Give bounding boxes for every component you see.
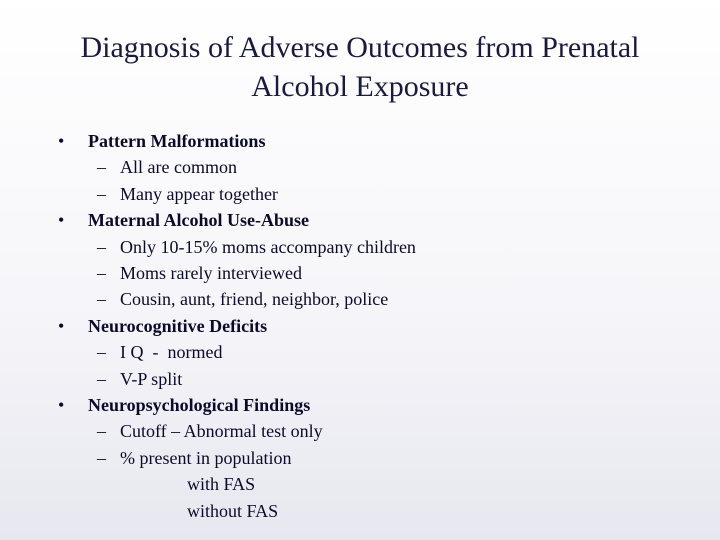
sub-bullet (58, 234, 698, 260)
dash-marker: – (97, 236, 106, 257)
bullet-heading: Neurocognitive Deficits (88, 315, 268, 336)
dash-marker: – (97, 342, 106, 363)
sub-bullet-text: All are common (120, 157, 237, 178)
dash-marker: – (97, 421, 106, 442)
dash-marker: – (97, 368, 106, 389)
sub-bullet-text: Many appear together (120, 183, 278, 204)
bullet-heading: Pattern Malformations (88, 131, 266, 151)
slide-title (40, 28, 680, 106)
sub-bullet-text: V-P split (120, 368, 183, 389)
bullet-heading: Maternal Alcohol Use-Abuse (88, 210, 309, 231)
dash-marker: – (97, 289, 106, 310)
bullet-heading: Neuropsychological Findings (88, 395, 311, 416)
dash-marker: – (97, 263, 106, 284)
sub-bullet-text: Only 10-15% moms accompany children (120, 236, 416, 257)
sub-bullet-text: % present in population (120, 447, 292, 468)
continuation-text: with FAS (187, 474, 256, 495)
sub-bullet (58, 445, 698, 471)
sub-bullet-text: Moms rarely interviewed (120, 263, 302, 284)
sub-bullet (58, 366, 698, 392)
bullet-marker: • (58, 210, 65, 231)
sub-bullet-text: Cutoff – Abnormal test only (120, 421, 323, 442)
sub-bullet (58, 260, 698, 286)
dash-marker: – (97, 183, 106, 204)
bullet-marker: • (58, 395, 65, 416)
sub-bullet (58, 339, 698, 365)
bullet-pattern-malformations (58, 128, 698, 154)
bullet-neurocognitive (58, 313, 698, 339)
bullet-marker: • (58, 315, 65, 336)
sub-bullet (58, 154, 698, 180)
sub-bullet-text: Cousin, aunt, friend, neighbor, police (120, 289, 389, 310)
title-line-2: Alcohol Exposure (251, 70, 469, 103)
bullet-marker: • (58, 131, 65, 151)
bullet-list (58, 128, 698, 524)
bullet-neuropsychological (58, 392, 698, 418)
sub-bullet (58, 181, 698, 207)
bullet-maternal-alcohol (58, 207, 698, 233)
continuation-line (58, 471, 698, 497)
continuation-line (58, 498, 698, 524)
sub-bullet-text: I Q - normed (120, 342, 223, 363)
sub-bullet (58, 286, 698, 312)
sub-bullet (58, 418, 698, 444)
continuation-text: without FAS (187, 500, 279, 521)
title-line-1: Diagnosis of Adverse Outcomes from Prenatal (80, 31, 640, 64)
dash-marker: – (97, 157, 106, 178)
dash-marker: – (97, 447, 106, 468)
